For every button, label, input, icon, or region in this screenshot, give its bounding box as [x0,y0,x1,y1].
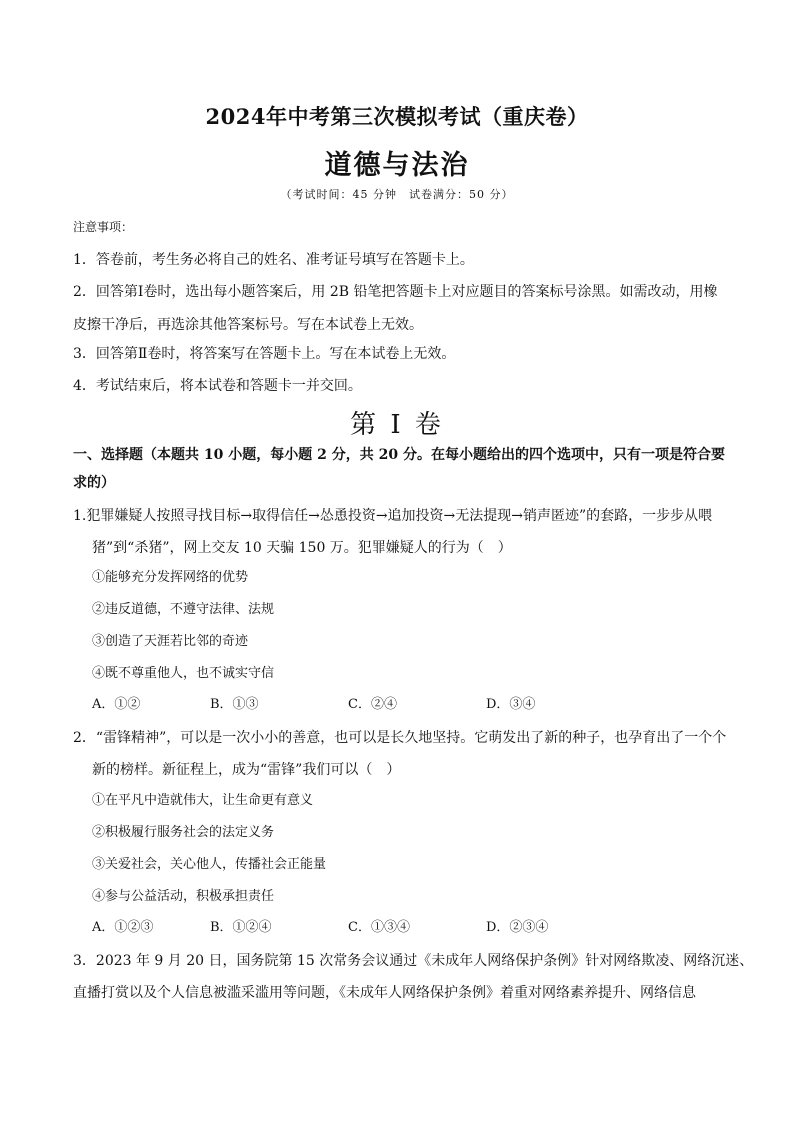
answer-choice-b: B．①②④ [210,920,272,935]
subject-title: 道德与法治 [324,150,470,181]
statement-item: ③创造了天涯若比邻的奇迹 [92,634,249,649]
note-item: 3．回答第Ⅱ卷时，将答案写在答题卡上。写在本试卷上无效。 [73,346,456,362]
answer-choice-c: C．②④ [348,697,397,712]
statement-item: ①在平凡中造就伟大，让生命更有意义 [92,793,314,808]
note-item: 4．考试结束后，将本试卷和答题卡一并交回。 [73,378,362,394]
question-stem-continued: 猪”到“杀猪”，网上交友 10 天骗 150 万。犯罪嫌疑人的行为（ ） [92,540,512,556]
exam-info: （考试时间：45 分钟 试卷满分：50 分） [280,188,514,201]
section-title: 第 I 卷 [350,410,444,440]
answer-choice-d: D．③④ [486,697,536,712]
statement-item: ④参与公益活动，积极承担责任 [92,889,275,904]
answer-choice-b: B．①③ [210,697,259,712]
question-stem: 3．2023 年 9 月 20 日，国务院第 15 次常务会议通过《未成年人网络保护条例》针对网络欺凌、网络沉迷、 [73,953,754,969]
statement-item: ②积极履行服务社会的法定义务 [92,825,275,840]
statement-item: ②违反道德，不遵守法律、法规 [92,602,275,617]
question-stem: 1.犯罪嫌疑人按照寻找目标→取得信任→怂恿投资→追加投资→无法提现→销声匿迹”的套路，一步步从喂 [73,508,713,524]
statement-item: ④既不尊重他人，也不诚实守信 [92,666,275,681]
question-stem-continued: 新的榜样。新征程上，成为“雷锋”我们可以（ ） [92,762,401,778]
answer-choice-c: C．①③④ [348,920,410,935]
statement-item: ③关爱社会，关心他人，传播社会正能量 [92,857,327,872]
note-item: 1．答卷前，考生务必将自己的姓名、准考证号填写在答题卡上。 [73,252,474,268]
answer-choice-a: A．①②③ [92,920,154,935]
exam-title: 2024年中考第三次模拟考试（重庆卷） [205,104,589,129]
answer-choice-a: A．①② [92,697,141,712]
note-item: 2．回答第Ⅰ卷时，选出每小题答案后，用 2B 铅笔把答题卡上对应题目的答案标号涂黑。如需改动，用橡皮擦干净后，再选涂其他答案标号。写在本试卷上无效。 [73,284,718,333]
question-stem-continued: 直播打赏以及个人信息被滥采滥用等问题，《未成年人网络保护条例》着重对网络素养提升、网络信息 [73,985,696,1001]
answer-choice-d: D．②③④ [486,920,549,935]
notes-heading: 注意事项： [73,220,134,234]
question-stem: 2．“雷锋精神”，可以是一次小小的善意，也可以是长久地坚持。它萌发出了新的种子，也孕育出了一个个 [73,730,727,746]
part-heading: 一、选择题（本题共 10 小题，每小题 2 分，共 20 分。在每小题给出的四个选项中，只有一项是符合要求的） [73,447,725,491]
statement-item: ①能够充分发挥网络的优势 [92,570,249,585]
